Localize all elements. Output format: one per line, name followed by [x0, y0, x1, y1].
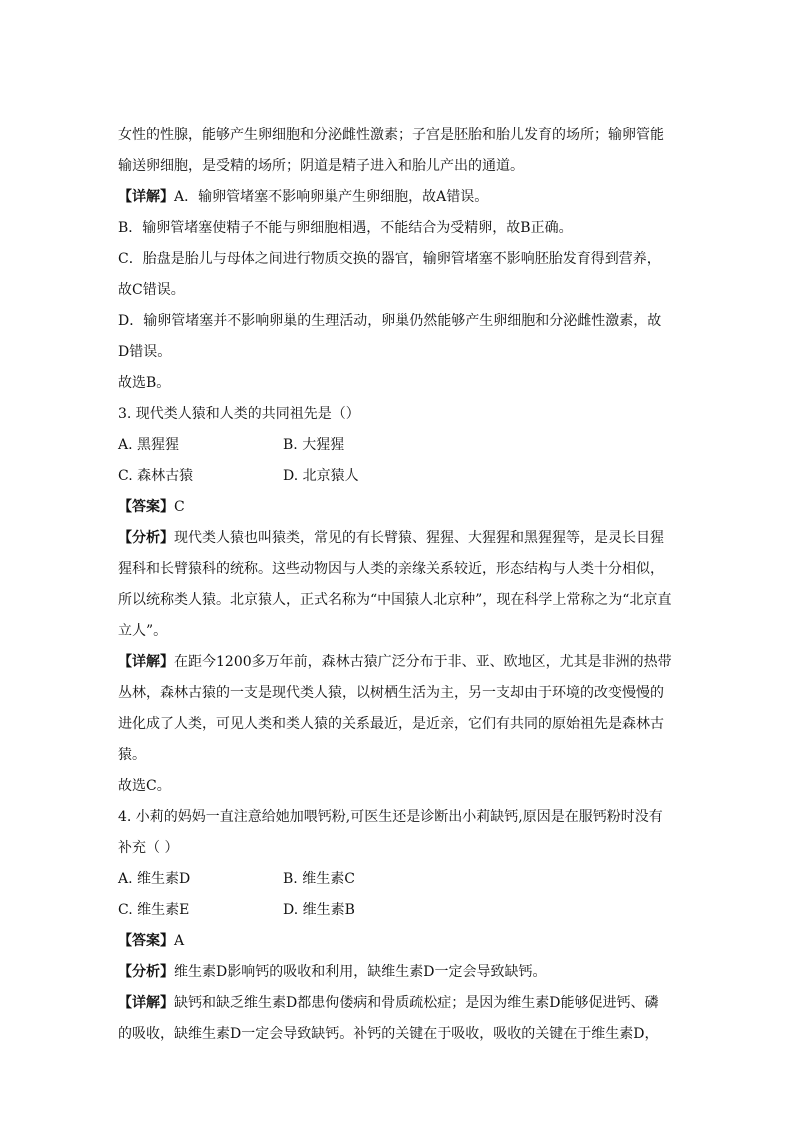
detail-tag: 【详解】 — [118, 995, 174, 1011]
q3-question: 3. 现代类人猿和人类的共同祖先是（） — [118, 406, 360, 422]
analysis-text: 现代类人猿也叫猿类，常见的有长臂猿、猩猩、大猩猩和黑猩猩等，是灵长目猩 — [174, 530, 664, 546]
analysis-tag: 【分析】 — [118, 964, 174, 980]
q3-analysis-line: 猩科和长臂猿科的统称。这些动物因与人类的亲缘关系较近，形态结构与人类十分相似， — [118, 561, 664, 577]
analysis-text: 维生素D影响钙的吸收和利用，缺维生素D一定会导致缺钙。 — [174, 964, 547, 980]
q4-analysis — [118, 957, 678, 988]
q3-option-d: D. 北京猿人 — [283, 468, 359, 484]
q3-detail-line: 猿。 — [118, 747, 146, 763]
answer-tag: 【答案】 — [118, 933, 174, 949]
q3-analysis-line — [118, 523, 678, 554]
answer-text: C — [174, 499, 185, 515]
q4-option-a: A. 维生素D — [118, 871, 191, 887]
q2-detail-line — [118, 182, 678, 213]
q4-options-row — [118, 895, 678, 926]
q3-option-a: A. 黑猩猩 — [118, 437, 180, 453]
text-line: 女性的性腺，能够产生卵细胞和分泌雌性激素；子宫是胚胎和胎儿发育的场所；输卵管能 — [118, 127, 664, 143]
q3-conclusion: 故选C。 — [118, 778, 171, 794]
q3-detail-line: 进化成了人类，可见人类和类人猿的关系最近，是近亲，它们有共同的原始祖先是森林古 — [118, 716, 664, 732]
q2-detail-line: B．输卵管堵塞使精子不能与卵细胞相遇，不能结合为受精卵，故B正确。 — [118, 220, 573, 236]
q4-detail-line: 的吸收，缺维生素D一定会导致缺钙。补钙的关键在于吸收，吸收的关键在于维生素D， — [118, 1026, 659, 1042]
q4-option-d: D. 维生素B — [283, 902, 355, 918]
q2-detail-line: 故C错误。 — [118, 282, 185, 298]
q4-option-c: C. 维生素E — [118, 902, 190, 918]
detail-text: 缺钙和缺乏维生素D都患佝偻病和骨质疏松症；是因为维生素D能够促进钙、磷 — [174, 995, 659, 1011]
q3-option-b: B. 大猩猩 — [283, 437, 345, 453]
document-page — [118, 120, 678, 1050]
q2-detail-line: D．输卵管堵塞并不影响卵巢的生理活动，卵巢仍然能够产生卵细胞和分泌雌性激素，故 — [118, 313, 662, 329]
q4-answer — [118, 926, 678, 957]
detail-tag: 【详解】 — [118, 654, 174, 670]
q2-conclusion: 故选B。 — [118, 375, 171, 391]
q2-detail-line: C．胎盘是胎儿与母体之间进行物质交换的器官，输卵管堵塞不影响胚胎发育得到营养， — [118, 251, 661, 267]
q3-answer — [118, 492, 678, 523]
q3-option-c: C. 森林古猿 — [118, 468, 194, 484]
q3-analysis-line: 立人”。 — [118, 623, 168, 639]
q3-analysis-line: 所以统称类人猿。北京猿人，正式名称为“中国猿人北京种”，现在科学上常称之为“北京直 — [118, 592, 672, 608]
detail-text: A．输卵管堵塞不影响卵巢产生卵细胞，故A错误。 — [174, 189, 489, 205]
q3-options-row — [118, 461, 678, 492]
q4-question-line: 4. 小莉的妈妈一直注意给她加喂钙粉,可医生还是诊断出小莉缺钙,原因是在服钙粉时没有 — [118, 809, 663, 825]
text-line: 输送卵细胞，是受精的场所；阴道是精子进入和胎儿产出的通道。 — [118, 158, 524, 174]
q3-detail-line: 丛林，森林古猿的一支是现代类人猿，以树栖生活为主，另一支却由于环境的改变慢慢的 — [118, 685, 664, 701]
q3-detail-line — [118, 647, 678, 678]
detail-text: 在距今1200多万年前，森林古猿广泛分布于非、亚、欧地区，尤其是非洲的热带 — [174, 654, 672, 670]
q3-options-row — [118, 430, 678, 461]
q4-option-b: B. 维生素C — [283, 871, 355, 887]
detail-tag: 【详解】 — [118, 189, 174, 205]
answer-text: A — [174, 933, 185, 949]
q4-question-line: 补充（ ） — [118, 840, 179, 856]
analysis-tag: 【分析】 — [118, 530, 174, 546]
q2-detail-line: D错误。 — [118, 344, 172, 360]
answer-tag: 【答案】 — [118, 499, 174, 515]
q4-detail-line — [118, 988, 678, 1019]
q4-options-row — [118, 864, 678, 895]
